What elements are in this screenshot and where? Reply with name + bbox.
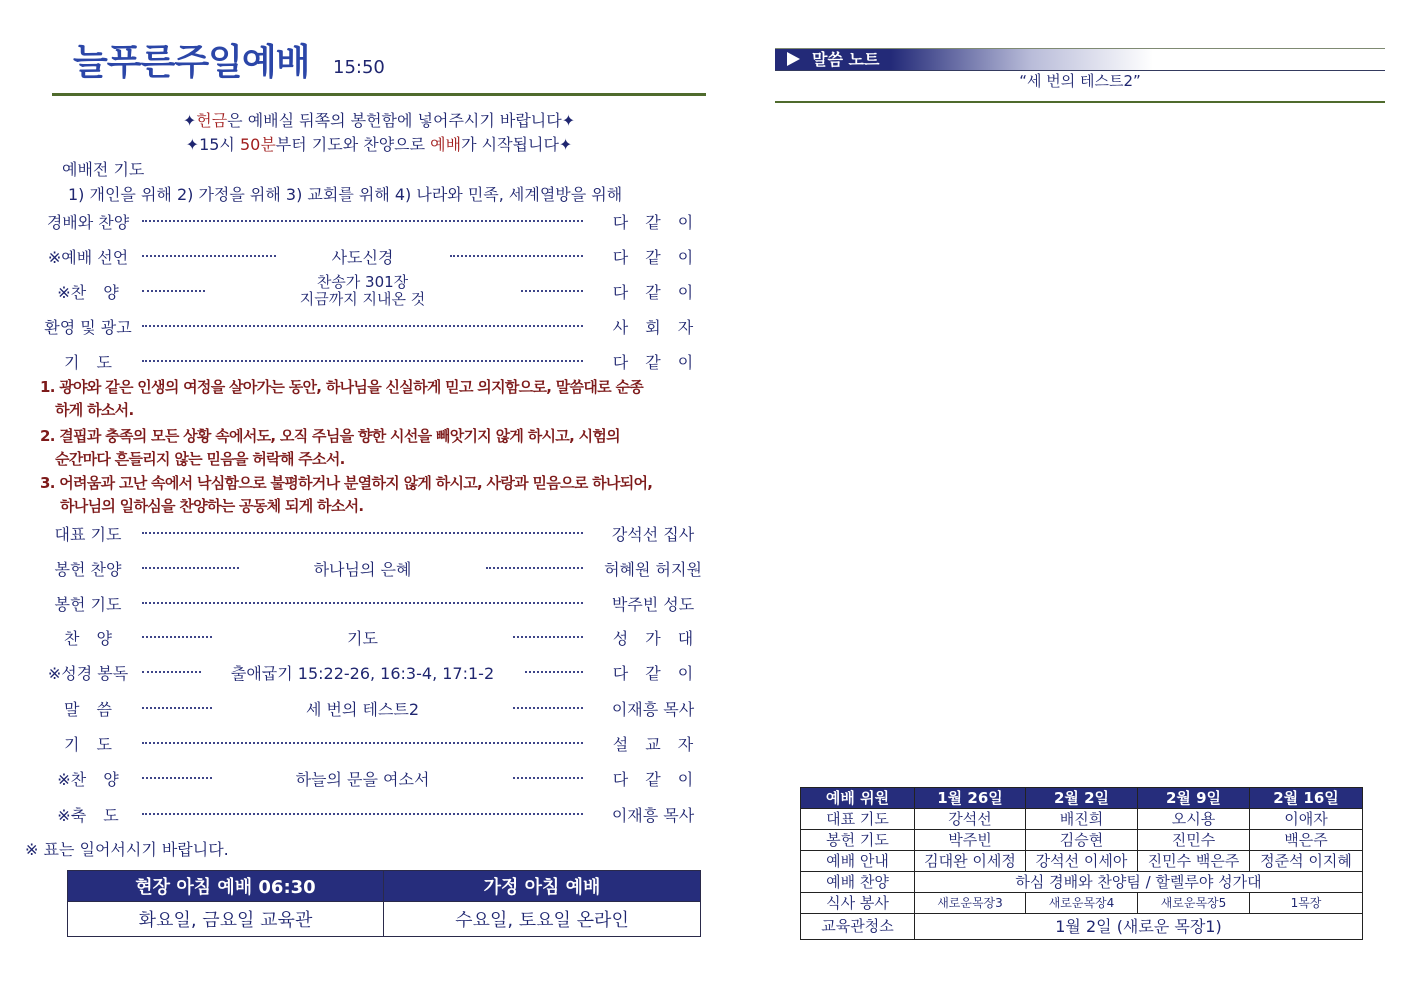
header-cell: 1월 26일 (915, 788, 1026, 809)
row-label: 봉헌 기도 (801, 830, 915, 851)
pre-prayer-items: 1) 개인을 위해 2) 가정을 위해 3) 교회를 위해 4) 나라와 민족, 세계열방을 위해 (68, 185, 623, 204)
leader-dots (142, 742, 583, 744)
leader-dots (142, 325, 583, 327)
order-leader: 다 같 이 (612, 212, 694, 232)
header-cell: 예배 위원 (801, 788, 915, 809)
order-row-announcements (38, 314, 706, 338)
table-cell: 진민수 (1138, 830, 1250, 851)
notice-text: ✦ (182, 111, 197, 130)
order-row-benediction (38, 802, 706, 826)
prayer-item-2-cont: 순간마다 흔들리지 않는 믿음을 허락해 주소서. (55, 450, 345, 468)
leader-dots (142, 671, 201, 673)
leader-line (142, 697, 583, 720)
row-label: 예배 찬양 (801, 872, 915, 893)
order-row-praise (38, 209, 706, 233)
table-cell: 진민수 백은주 (1138, 851, 1250, 872)
table-cell: 새로운목장4 (1026, 893, 1138, 914)
pre-prayer-heading: 예배전 기도 (62, 160, 145, 179)
order-leader: 이재흥 목사 (611, 805, 695, 825)
order-row-choir (38, 625, 706, 649)
order-label: ※성경 봉독 (47, 663, 129, 683)
notice-start-time (52, 134, 706, 156)
table-cell: 이애자 (1250, 809, 1363, 830)
table-cell: 김승현 (1026, 830, 1138, 851)
table-cell: 새로운목장5 (1138, 893, 1250, 914)
notice-text: 은 예배실 뒤쪽의 봉헌함에 넣어주시기 바랍니다✦ (227, 111, 576, 130)
leader-line (142, 813, 583, 815)
hymn-number: 찬송가 301장 (316, 273, 409, 291)
leader-line (142, 661, 583, 684)
leader-dots (142, 813, 583, 815)
notice-highlight: 헌금 (196, 111, 228, 130)
order-label: 찬 양 (64, 628, 112, 648)
table-row (801, 851, 1363, 872)
order-label: 봉헌 찬양 (54, 559, 122, 579)
table-cell: 오시용 (1138, 809, 1250, 830)
morning-table-row (68, 902, 701, 937)
table-row (801, 830, 1363, 851)
order-row-hymn (38, 273, 706, 308)
header-cell: 가정 아침 예배 (384, 871, 701, 902)
order-leader: 박주빈 성도 (611, 594, 695, 614)
leader-line (142, 557, 583, 580)
leader-dots (142, 255, 276, 257)
merged-cell: 1월 2일 (새로운 목장1) (915, 914, 1363, 940)
table-row (801, 914, 1363, 940)
order-label: ※찬 양 (57, 282, 119, 302)
table-cell: 배진희 (1026, 809, 1138, 830)
table-cell: 강석선 (915, 809, 1026, 830)
leader-dots (513, 636, 583, 638)
prayer-item-1-cont: 하게 하소서. (55, 401, 134, 419)
notice-text: 가 시작됩니다✦ (461, 135, 573, 154)
order-leader: 이재흥 목사 (611, 699, 695, 719)
order-row-offering-prayer (38, 591, 706, 615)
order-item: 출애굽기 15:22-26, 16:3-4, 17:1-2 (230, 663, 495, 683)
order-item (205, 274, 521, 308)
title-divider (52, 93, 706, 96)
notice-text: ✦15시 (185, 135, 240, 154)
leader-line (142, 325, 583, 327)
leader-line (142, 742, 583, 744)
leader-dots (450, 255, 584, 257)
leader-dots (142, 532, 583, 534)
play-triangle-icon (787, 52, 800, 66)
order-label: ※축 도 (57, 805, 119, 825)
order-leader: 다 같 이 (612, 769, 694, 789)
leader-dots (486, 567, 583, 569)
order-leader: 다 같 이 (612, 663, 694, 683)
page-title: 늘푸른주일예배 (73, 42, 310, 83)
prayer-item-1: 1. 광야와 같은 인생의 여정을 살아가는 동안, 하나님을 신실하게 믿고 의지함으로, 말씀대로 순종 (40, 378, 644, 396)
table-cell: 정준석 이지혜 (1250, 851, 1363, 872)
order-row-closing-prayer (38, 731, 706, 755)
order-item: 세 번의 테스트2 (305, 699, 420, 719)
prayer-item-3: 3. 어려움과 고난 속에서 낙심함으로 불평하거나 분열하지 않게 하시고, 사랑과 믿음으로 하나되어, (40, 474, 653, 492)
order-label: 기 도 (64, 734, 112, 754)
leader-dots (513, 777, 583, 779)
header-cell: 2월 2일 (1026, 788, 1138, 809)
order-item: 사도신경 (331, 247, 394, 267)
worship-committee-table (800, 787, 1363, 940)
prayer-item-3-cont: 하나님의 일하심을 찬양하는 공동체 되게 하소서. (60, 497, 364, 515)
header-cell: 2월 16일 (1250, 788, 1363, 809)
notice-offering (52, 110, 706, 132)
order-label: 대표 기도 (54, 524, 122, 544)
order-item: 기도 (347, 628, 378, 648)
order-label: 기 도 (64, 352, 112, 372)
table-cell: 박주빈 (915, 830, 1026, 851)
notice-highlight: 예배 (430, 135, 462, 154)
leader-dots (521, 290, 584, 292)
leader-dots (142, 567, 239, 569)
table-cell: 화요일, 금요일 교육관 (68, 902, 384, 937)
table-cell: 김대완 이세정 (915, 851, 1026, 872)
sermon-title: “세 번의 테스트2” (1019, 72, 1141, 90)
order-label: 경배와 찬양 (46, 212, 130, 232)
table-cell: 강석선 이세아 (1026, 851, 1138, 872)
order-row-scripture (38, 660, 706, 684)
leader-line (142, 532, 583, 534)
order-row-prayer (38, 349, 706, 373)
sermon-note-divider (775, 101, 1385, 103)
order-row-representative-prayer (38, 521, 706, 545)
table-row (801, 872, 1363, 893)
row-label: 예배 안내 (801, 851, 915, 872)
merged-cell: 하심 경배와 찬양팀 / 할렐루야 성가대 (915, 872, 1363, 893)
notice-text: 부터 기도와 찬양으로 (275, 135, 431, 154)
order-row-closing-hymn (38, 766, 706, 790)
order-leader: 다 같 이 (612, 352, 694, 372)
table-cell: 백은주 (1250, 830, 1363, 851)
order-label: 말 씀 (64, 699, 112, 719)
leader-dots (142, 777, 212, 779)
leader-dots (142, 602, 583, 604)
morning-table-header (68, 871, 701, 902)
leader-dots (142, 360, 583, 362)
leader-dots (142, 220, 583, 222)
hymn-title: 지금까지 지내온 것 (299, 290, 426, 308)
order-leader: 설 교 자 (612, 734, 694, 754)
sermon-note-header (775, 48, 1385, 71)
table-cell: 1목장 (1250, 893, 1363, 914)
order-row-declaration (38, 244, 706, 268)
leader-line (142, 245, 583, 268)
notice-highlight: 50분 (239, 135, 276, 154)
table-row (801, 809, 1363, 830)
prayer-item-2: 2. 결핍과 충족의 모든 상황 속에서도, 오직 주님을 향한 시선을 빼앗기지 않게 하시고, 시험의 (40, 427, 620, 445)
order-leader: 다 같 이 (612, 247, 694, 267)
leader-line (142, 767, 583, 790)
leader-line (142, 602, 583, 604)
table-row (801, 893, 1363, 914)
header-cell: 2월 9일 (1138, 788, 1250, 809)
leader-dots (142, 707, 212, 709)
leader-dots (142, 636, 212, 638)
order-row-offering-song (38, 556, 706, 580)
row-label: 대표 기도 (801, 809, 915, 830)
row-label: 교육관청소 (801, 914, 915, 940)
morning-service-table (67, 870, 701, 937)
order-leader: 사 회 자 (612, 317, 694, 337)
leader-dots (513, 707, 583, 709)
leader-line (142, 360, 583, 362)
leader-line (142, 274, 583, 308)
leader-dots (142, 290, 205, 292)
standing-note: ※ 표는 일어서시기 바랍니다. (25, 840, 229, 859)
order-leader: 성 가 대 (612, 628, 694, 648)
table-cell: 새로운목장3 (915, 893, 1026, 914)
order-label: 환영 및 광고 (44, 317, 132, 337)
order-leader: 다 같 이 (612, 282, 694, 302)
header-cell: 현장 아침 예배 06:30 (68, 871, 384, 902)
order-label: ※찬 양 (57, 769, 119, 789)
order-label: ※예배 선언 (47, 247, 129, 267)
leader-line (142, 220, 583, 222)
order-row-sermon (38, 696, 706, 720)
table-cell: 수요일, 토요일 온라인 (384, 902, 701, 937)
sermon-note-label: 말씀 노트 (812, 50, 880, 69)
row-label: 식사 봉사 (801, 893, 915, 914)
order-item: 하나님의 은혜 (313, 559, 412, 579)
leader-dots (525, 671, 584, 673)
order-leader: 강석선 집사 (611, 524, 695, 544)
committee-header-row (801, 788, 1363, 809)
service-time: 15:50 (333, 57, 385, 78)
order-label: 봉헌 기도 (54, 594, 122, 614)
order-item: 하늘의 문을 여소서 (295, 769, 430, 789)
order-leader: 허혜원 허지원 (604, 559, 702, 579)
leader-line (142, 626, 583, 649)
